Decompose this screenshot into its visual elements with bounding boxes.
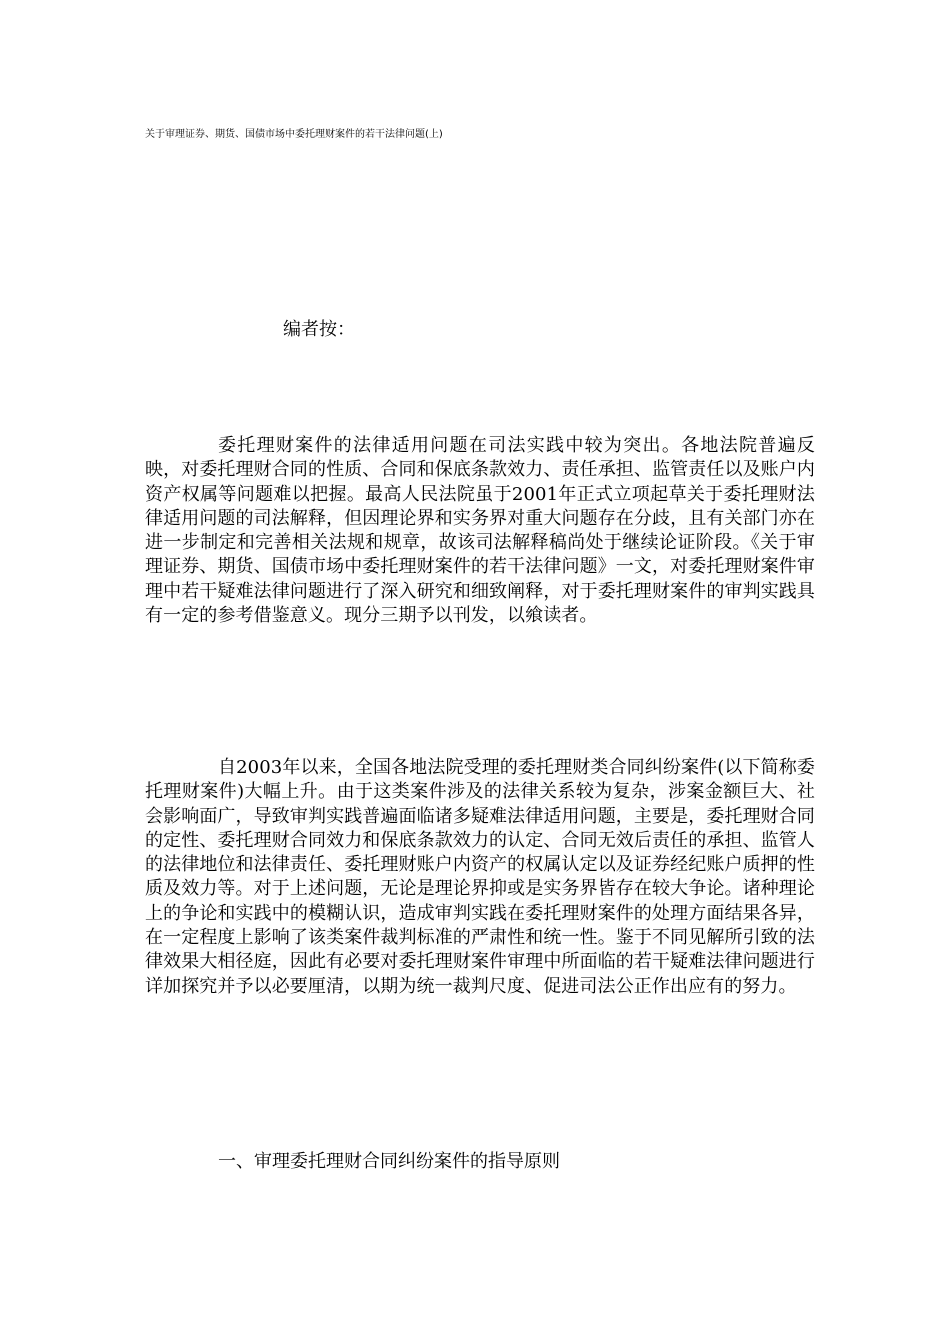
- editor-note-label: 编者按：: [283, 319, 355, 340]
- editor-note-paragraph: 委托理财案件的法律适用问题在司法实践中较为突出。各地法院普遍反映，对委托理财合同的性质、合同和保底条款效力、责任承担、监管责任以及账户内资产权属等问题难以把握。最高人民法院虽于2001年正式立项起草关于委托理财法律适用问题的司法解释，但因理论界和实务界对重大问题存在分歧，且有关部门亦在进一步制定和完善相关法规和规章，故该司法解释稿尚处于继续论证阶段。《关于审理证券、期货、国债市场中委托理财案件的若干法律问题》一文，对委托理财案件审理中若干疑难法律问题进行了深入研究和细致阐释，对于委托理财案件的审判实践具有一定的参考借鉴意义。现分三期予以刊发，以飨读者。: [145, 435, 815, 627]
- intro-paragraph: 自2003年以来，全国各地法院受理的委托理财类合同纠纷案件(以下简称委托理财案件)大幅上升。由于这类案件涉及的法律关系较为复杂，涉案金额巨大、社会影响面广，导致审判实践普遍面临诸多疑难法律适用问题，主要是，委托理财合同的定性、委托理财合同效力和保底条款效力的认定、合同无效后责任的承担、监管人的法律地位和法律责任、委托理财账户内资产的权属认定以及证券经纪账户质押的性质及效力等。对于上述问题，无论是理论界抑或是实务界皆存在较大争论。诸种理论上的争论和实践中的模糊认识，造成审判实践在委托理财案件的处理方面结果各异，在一定程度上影响了该类案件裁判标准的严肃性和统一性。鉴于不同见解所引致的法律效果大相径庭，因此有必要对委托理财案件审理中所面临的若干疑难法律问题进行详加探究并予以必要厘清，以期为统一裁判尺度、促进司法公正作出应有的努力。: [145, 757, 815, 997]
- document-header: 关于审理证券、期货、国债市场中委托理财案件的若干法律问题(上): [145, 129, 443, 140]
- section-heading: 一、审理委托理财合同纠纷案件的指导原则: [218, 1151, 560, 1172]
